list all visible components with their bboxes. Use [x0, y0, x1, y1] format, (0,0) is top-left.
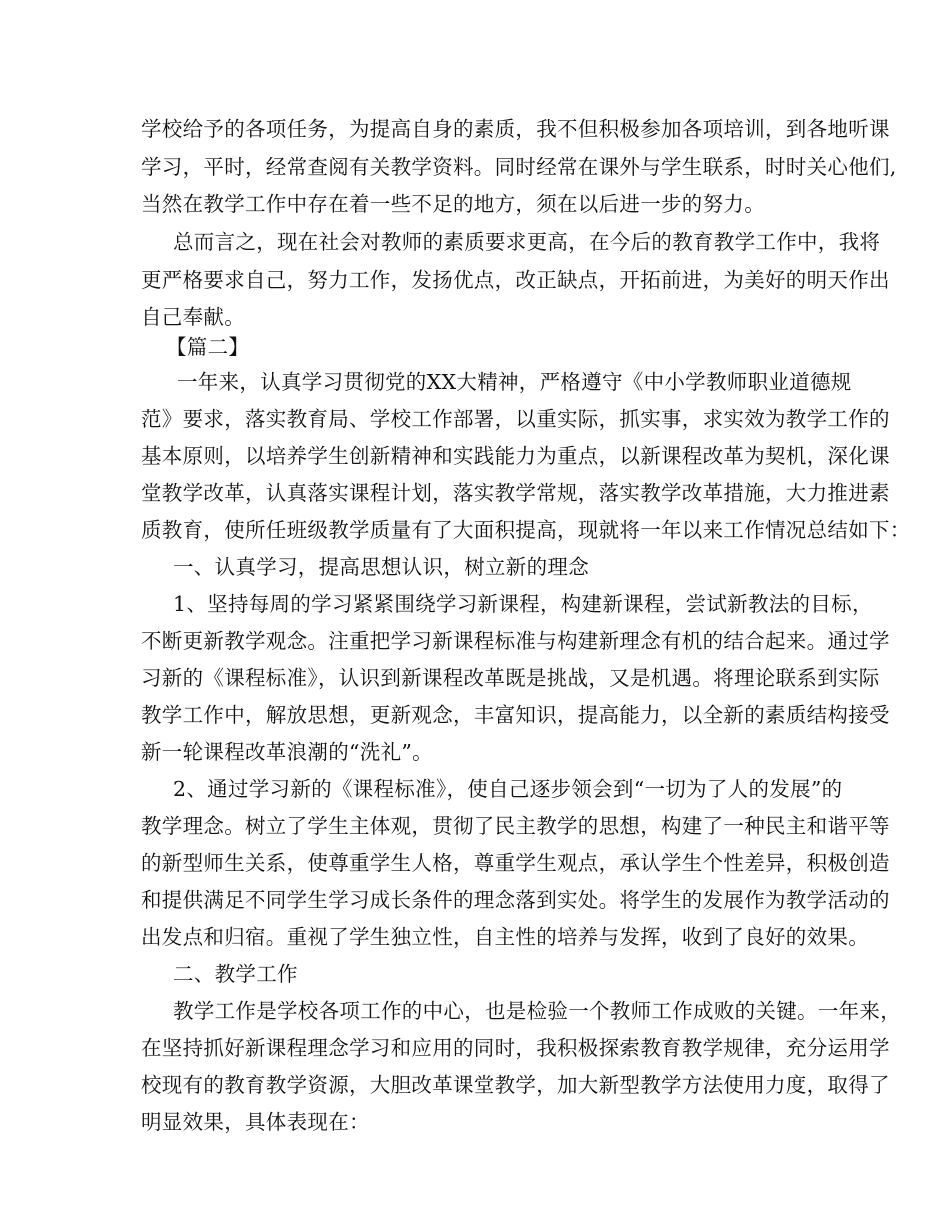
text-line: 教学理念。树立了学生主体观，贯彻了民主教学的思想，构建了一种民主和谐平等 — [141, 814, 890, 838]
text-line: 出发点和归宿。重视了学生独立性，自主性的培养与发挥，收到了良好的效果。 — [141, 925, 869, 949]
text-line: 学习，平时，经常查阅有关教学资料。同时经常在课外与学生联系，时时关心他们, — [141, 155, 897, 179]
text-line: 更严格要求自己，努力工作，发扬优点，改正缺点，开拓前进，为美好的明天作出 — [141, 268, 890, 292]
text-line: 校现有的教育教学资源，大胆改革课堂教学，加大新型教学方法使用力度，取得了 — [141, 1073, 890, 1097]
text-line: 明显效果，具体表现在： — [141, 1110, 370, 1134]
section-heading: 【篇二】 — [166, 335, 250, 359]
text-line: 习新的《课程标准》，认识到新课程改革既是挑战，又是机遇。将理论联系到实际 — [141, 666, 880, 690]
text-line: 2、通过学习新的《课程标准》，使自己逐步领会到“一切为了人的发展”的 — [173, 777, 843, 801]
text-line: 在坚持抓好新课程理念学习和应用的同时，我积极探索教育教学规律，充分运用学 — [141, 1036, 890, 1060]
text-line: 新一轮课程改革浪潮的“洗礼”。 — [141, 740, 433, 764]
text-line: 质教育，使所任班级教学质量有了大面积提高，现就将一年以来工作情况总结如下： — [141, 518, 911, 542]
subsection-heading: 二、教学工作 — [173, 962, 298, 986]
text-line: 一年来，认真学习贯彻党的XX大精神，严格遵守《中小学教师职业道德规 — [177, 370, 852, 394]
text-line: 基本原则，以培养学生创新精神和实践能力为重点，以新课程改革为契机，深化课 — [141, 444, 890, 468]
text-line: 范》要求，落实教育局、学校工作部署，以重实际，抓实事，求实效为教学工作的 — [141, 407, 890, 431]
text-line: 不断更新教学观念。注重把学习新课程标准与构建新理念有机的结合起来。通过学 — [141, 629, 890, 653]
text-line: 学校给予的各项任务，为提高自身的素质，我不但积极参加各项培训，到各地听课 — [141, 117, 890, 141]
text-line: 1、坚持每周的学习紧紧围绕学习新课程，构建新课程，尝试新教法的目标， — [173, 592, 873, 616]
text-line: 和提供满足不同学生学习成长条件的理念落到实处。将学生的发展作为教学活动的 — [141, 888, 890, 912]
subsection-heading: 一、认真学习，提高思想认识，树立新的理念 — [173, 555, 589, 579]
text-line: 的新型师生关系，使尊重学生人格，尊重学生观点，承认学生个性差异，积极创造 — [141, 851, 890, 875]
text-line: 堂教学改革，认真落实课程计划，落实教学常规，落实教学改革措施，大力推进素 — [141, 481, 890, 505]
text-line: 总而言之，现在社会对教师的素质要求更高，在今后的教育教学工作中，我将 — [173, 230, 881, 254]
text-line: 当然在教学工作中存在着一些不足的地方，须在以后进一步的努力。 — [141, 192, 765, 216]
text-line: 教学工作是学校各项工作的中心，也是检验一个教师工作成败的关键。一年来， — [173, 999, 901, 1023]
text-line: 自己奉献。 — [141, 305, 245, 329]
text-line: 教学工作中，解放思想，更新观念，丰富知识，提高能力，以全新的素质结构接受 — [141, 703, 890, 727]
